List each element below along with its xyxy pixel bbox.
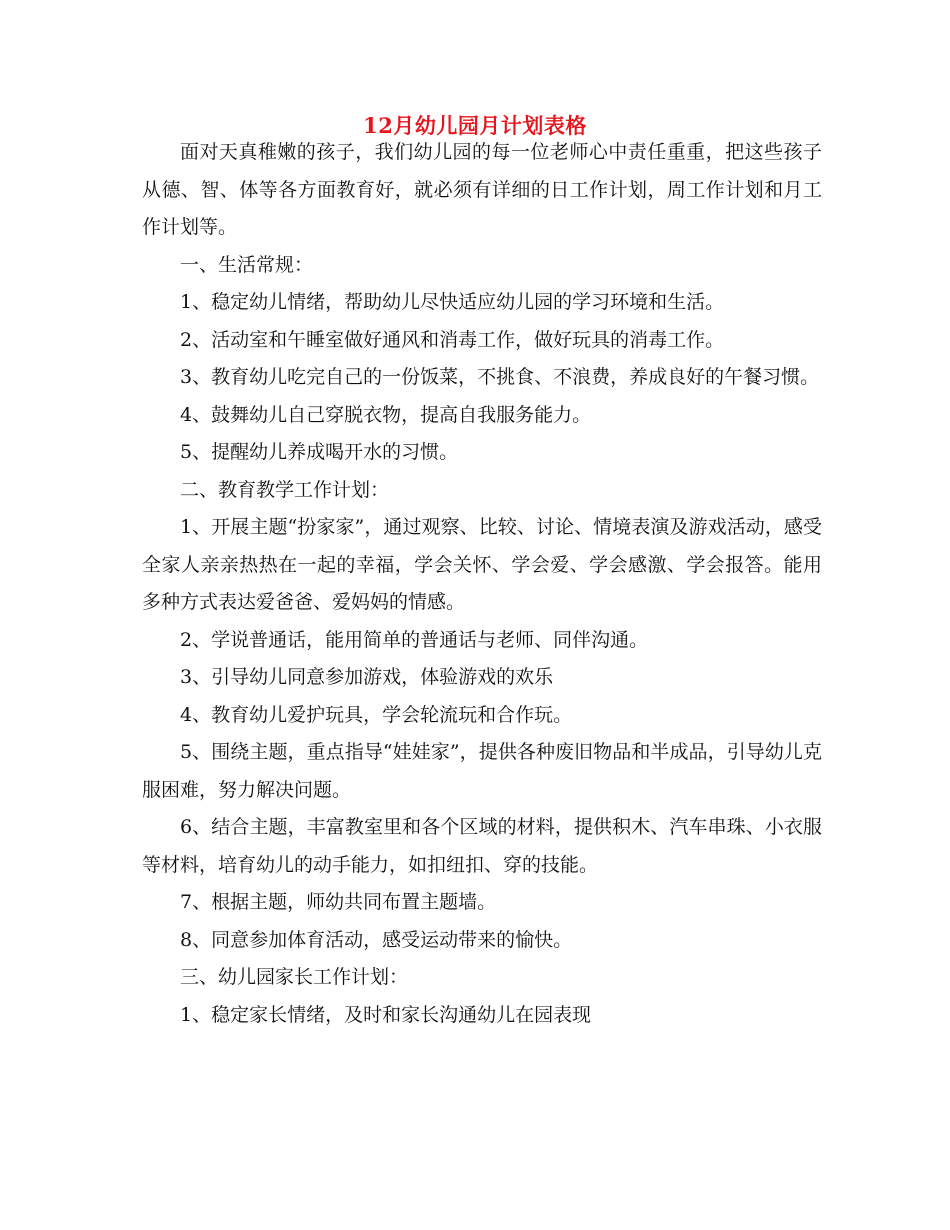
list-item: 6、结合主题，丰富教室里和各个区域的材料，提供积木、汽车串珠、小衣服等材料，培育幼儿的动手能力，如扣纽扣、穿的技能。 <box>142 816 822 876</box>
list-item: 7、根据主题，师幼共同布置主题墙。 <box>180 891 497 913</box>
list-item: 1、稳定幼儿情绪，帮助幼儿尽快适应幼儿园的学习环境和生活。 <box>180 291 725 313</box>
list-item: 4、教育幼儿爱护玩具，学会轮流玩和合作玩。 <box>180 703 573 726</box>
list-item: 2、学说普通话，能用简单的普通话与老师、同伴沟通。 <box>180 628 649 651</box>
list-item: 5、围绕主题，重点指导“娃娃家”，提供各种废旧物品和半成品，引导幼儿克服困难，努力解决问题。 <box>142 741 822 801</box>
document-body <box>142 134 822 1034</box>
list-item: 4、鼓舞幼儿自己穿脱衣物，提高自我服务能力。 <box>180 403 592 426</box>
list-item: 1、稳定家长情绪，及时和家长沟通幼儿在园表现 <box>180 1003 592 1026</box>
list-item: 1、开展主题“扮家家”，通过观察、比较、讨论、情境表演及游戏活动，感受全家人亲亲热热在一起的幸福，学会关怀、学会爱、学会感激、学会报答。能用多种方式表达爱爸爸、爱妈妈的情感。 <box>142 516 822 613</box>
list-item: 3、教育幼儿吃完自己的一份饭菜，不挑食、不浪费，养成良好的午餐习惯。 <box>180 366 820 388</box>
paragraph-intro: 面对天真稚嫩的孩子，我们幼儿园的每一位老师心中责任重重，把这些孩子从德、智、体等各方面教育好，就必须有详细的日工作计划，周工作计划和月工作计划等。 <box>142 141 822 238</box>
list-item: 8、同意参加体育活动，感受运动带来的愉快。 <box>180 928 573 951</box>
section-heading-teaching-plan: 二、教育教学工作计划： <box>180 478 390 501</box>
section-heading-daily-routine: 一、生活常规： <box>180 253 314 276</box>
section-heading-parent-work: 三、幼儿园家长工作计划： <box>180 966 409 988</box>
document-title: 12月幼儿园月计划表格 <box>363 113 587 138</box>
list-item: 3、引导幼儿同意参加游戏，体验游戏的欢乐 <box>180 666 554 688</box>
list-item: 5、提醒幼儿养成喝开水的习惯。 <box>180 441 459 463</box>
list-item: 2、活动室和午睡室做好通风和消毒工作，做好玩具的消毒工作。 <box>180 328 725 351</box>
